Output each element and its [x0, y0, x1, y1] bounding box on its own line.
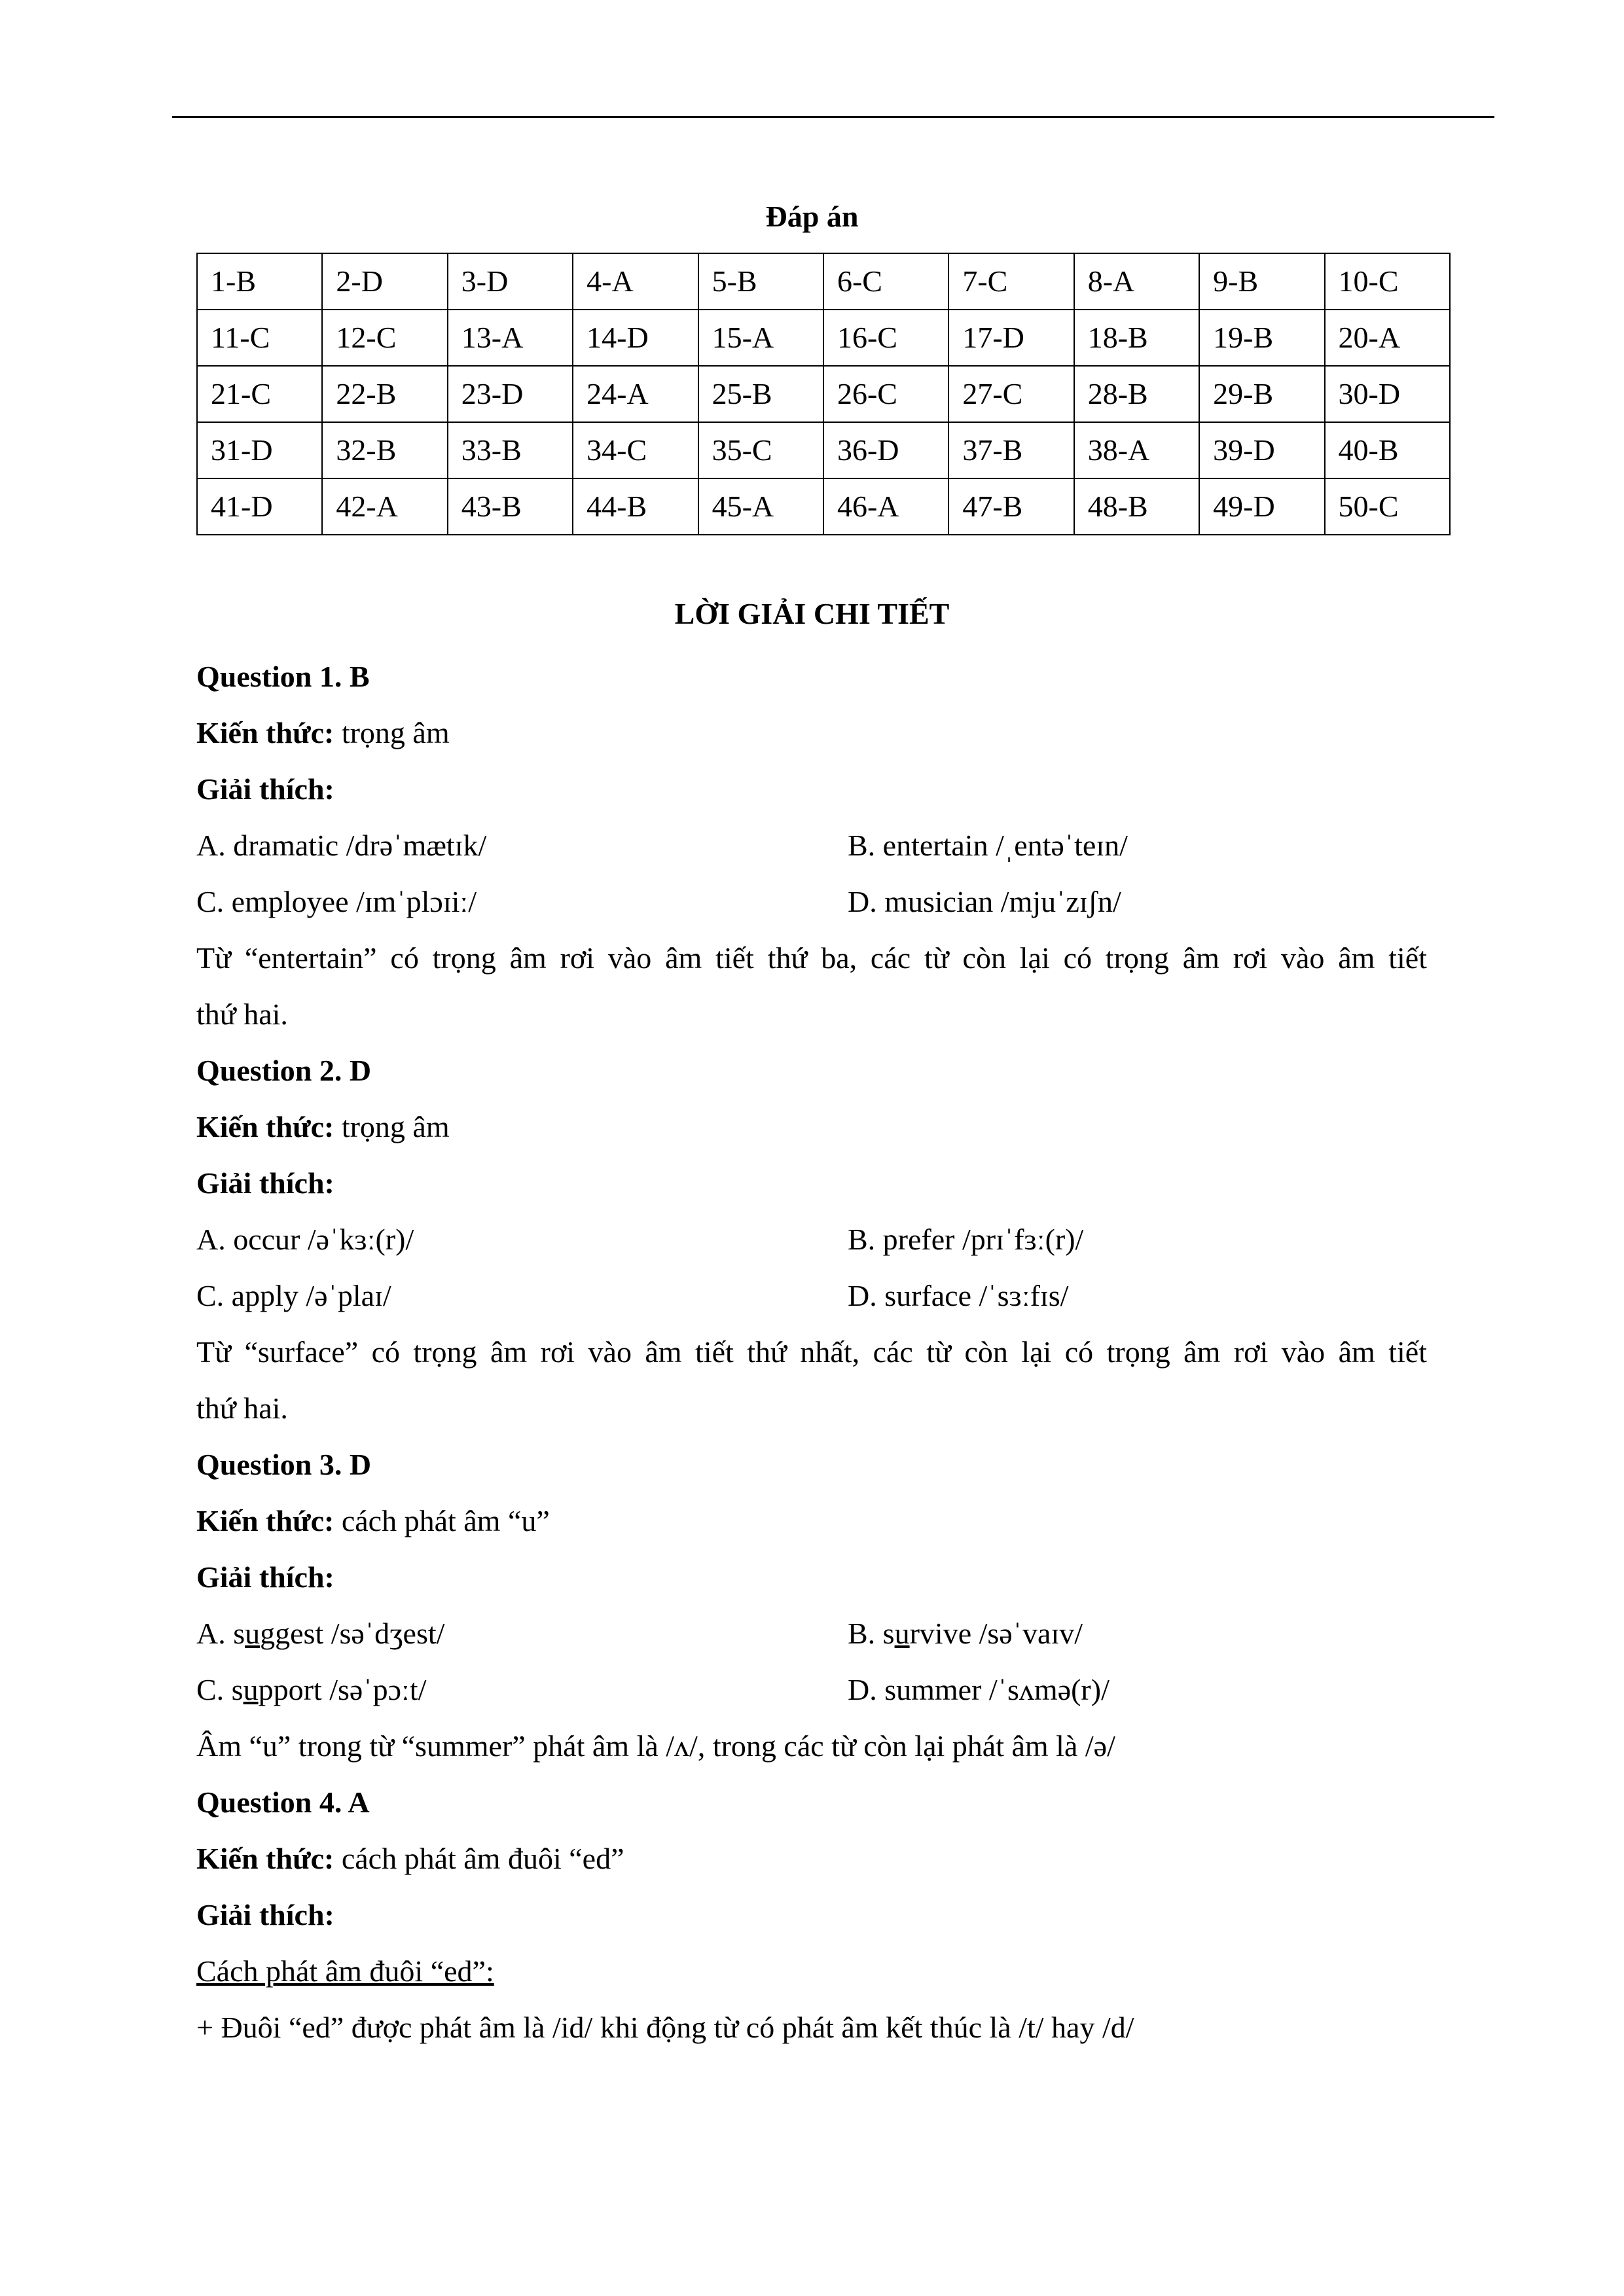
answer-cell: 34-C: [573, 422, 698, 478]
knowledge-label: Kiến thức:: [196, 1110, 334, 1143]
question-4-knowledge: [196, 1831, 1427, 1887]
answer-cell: 22-B: [322, 366, 447, 422]
question-1-note-line-2: thứ hai.: [196, 997, 288, 1031]
option-a-suffix: ggest /səˈdʒest/: [260, 1617, 445, 1650]
knowledge-value: cách phát âm đuôi “ed”: [341, 1842, 624, 1875]
question-2-note-line-1: Từ “surface” có trọng âm rơi vào âm tiết thứ nhất, các từ còn lại có trọng âm rơi vào âm tiết: [196, 1335, 1427, 1369]
answer-row: [197, 253, 1450, 310]
answer-cell: 49-D: [1199, 478, 1324, 535]
answer-cell: 43-B: [448, 478, 573, 535]
answer-cell: 16-C: [823, 310, 948, 366]
question-4-rule-1: + Đuôi “ed” được phát âm là /id/ khi động từ có phát âm kết thúc là /t/ hay /d/: [196, 2011, 1134, 2044]
answer-row: [197, 310, 1450, 366]
answer-cell: 39-D: [1199, 422, 1324, 478]
knowledge-label: Kiến thức:: [196, 716, 334, 749]
option-a-prefix: A. s: [196, 1617, 245, 1650]
answer-cell: 17-D: [948, 310, 1074, 366]
option-c: C. apply /əˈplaɪ/: [196, 1279, 391, 1312]
answer-cell: 41-D: [197, 478, 322, 535]
option-c-prefix: C. s: [196, 1673, 244, 1706]
answer-cell: 15-A: [698, 310, 823, 366]
answer-cell: 3-D: [448, 253, 573, 310]
answer-cell: 30-D: [1325, 366, 1450, 422]
answer-cell: 10-C: [1325, 253, 1450, 310]
answer-cell: 1-B: [197, 253, 322, 310]
answer-key-table: [196, 253, 1451, 535]
answer-cell: 11-C: [197, 310, 322, 366]
solutions-body: [196, 649, 1427, 2056]
question-3-knowledge: [196, 1493, 1427, 1549]
answer-cell: 32-B: [322, 422, 447, 478]
answer-cell: 31-D: [197, 422, 322, 478]
option-b: B. prefer /prɪˈfɜː(r)/: [848, 1223, 1084, 1256]
section-title: LỜI GIẢI CHI TIẾT: [674, 597, 950, 630]
question-1-knowledge: [196, 705, 1427, 761]
question-4-heading: Question 4. A: [196, 1785, 370, 1819]
answer-row: [197, 366, 1450, 422]
answer-cell: 26-C: [823, 366, 948, 422]
option-d: D. musician /mjuˈzɪʃn/: [848, 885, 1121, 918]
answer-cell: 33-B: [448, 422, 573, 478]
option-a-underlined-letter: u: [245, 1617, 261, 1650]
question-3-options-row-2: [196, 1662, 1427, 1718]
answer-cell: 36-D: [823, 422, 948, 478]
question-4-explanation-label: Giải thích:: [196, 1898, 334, 1931]
answer-cell: 40-B: [1325, 422, 1450, 478]
option-b: [848, 1605, 1083, 1662]
question-2-knowledge: [196, 1099, 1427, 1155]
knowledge-value: cách phát âm “u”: [341, 1504, 550, 1537]
answer-cell: 7-C: [948, 253, 1074, 310]
option-c-suffix: pport /səˈpɔːt/: [258, 1673, 427, 1706]
answer-cell: 6-C: [823, 253, 948, 310]
answer-row: [197, 478, 1450, 535]
answer-cell: 46-A: [823, 478, 948, 535]
answer-cell: 50-C: [1325, 478, 1450, 535]
answer-cell: 24-A: [573, 366, 698, 422]
option-c: [196, 1662, 426, 1718]
answer-cell: 37-B: [948, 422, 1074, 478]
question-3-explanation-label: Giải thích:: [196, 1560, 334, 1594]
answer-cell: 19-B: [1199, 310, 1324, 366]
knowledge-label: Kiến thức:: [196, 1842, 334, 1875]
answer-cell: 14-D: [573, 310, 698, 366]
option-b-prefix: B. s: [848, 1617, 895, 1650]
answer-cell: 25-B: [698, 366, 823, 422]
answer-cell: 5-B: [698, 253, 823, 310]
answer-cell: 13-A: [448, 310, 573, 366]
question-1-heading: Question 1. B: [196, 660, 370, 693]
option-a: A. dramatic /drəˈmætɪk/: [196, 829, 487, 862]
question-3-note: Âm “u” trong từ “summer” phát âm là /ʌ/, trong các từ còn lại phát âm là /ə/: [196, 1729, 1115, 1763]
answer-cell: 44-B: [573, 478, 698, 535]
answer-cell: 38-A: [1074, 422, 1199, 478]
question-2-options-row-1: [196, 1211, 1427, 1268]
answer-cell: 27-C: [948, 366, 1074, 422]
option-b-suffix: rvive /səˈvaɪv/: [909, 1617, 1083, 1650]
answer-cell: 47-B: [948, 478, 1074, 535]
question-2-options-row-2: [196, 1268, 1427, 1324]
answer-cell: 28-B: [1074, 366, 1199, 422]
option-a: A. occur /əˈkɜː(r)/: [196, 1223, 414, 1256]
header-rule: [172, 116, 1494, 118]
answer-cell: 29-B: [1199, 366, 1324, 422]
question-1-explanation-label: Giải thích:: [196, 772, 334, 806]
answer-cell: 12-C: [322, 310, 447, 366]
option-d: D. surface /ˈsɜːfɪs/: [848, 1279, 1069, 1312]
option-d: D. summer /ˈsʌmə(r)/: [848, 1673, 1110, 1706]
answer-cell: 45-A: [698, 478, 823, 535]
answer-cell: 42-A: [322, 478, 447, 535]
answer-cell: 8-A: [1074, 253, 1199, 310]
option-b-underlined-letter: u: [894, 1617, 910, 1650]
answer-key-title: Đáp án: [765, 200, 859, 233]
knowledge-value: trọng âm: [341, 1110, 450, 1143]
question-2-note-line-2: thứ hai.: [196, 1391, 288, 1425]
question-3-heading: Question 3. D: [196, 1448, 372, 1481]
answer-row: [197, 422, 1450, 478]
answer-cell: 18-B: [1074, 310, 1199, 366]
answer-cell: 21-C: [197, 366, 322, 422]
option-c: C. employee /ɪmˈplɔɪiː/: [196, 885, 477, 918]
question-2-explanation-label: Giải thích:: [196, 1166, 334, 1200]
question-1-options-row-1: [196, 817, 1427, 874]
answer-cell: 20-A: [1325, 310, 1450, 366]
question-4-rule-title: Cách phát âm đuôi “ed”:: [196, 1954, 494, 1988]
question-3-options-row-1: [196, 1605, 1427, 1662]
knowledge-value: trọng âm: [341, 716, 450, 749]
option-c-underlined-letter: u: [243, 1673, 259, 1706]
answer-cell: 48-B: [1074, 478, 1199, 535]
knowledge-label: Kiến thức:: [196, 1504, 334, 1537]
answer-cell: 35-C: [698, 422, 823, 478]
option-b: B. entertain /ˌentəˈteɪn/: [848, 829, 1128, 862]
question-1-options-row-2: [196, 874, 1427, 930]
answer-cell: 9-B: [1199, 253, 1324, 310]
answer-cell: 23-D: [448, 366, 573, 422]
answer-cell: 4-A: [573, 253, 698, 310]
option-a: [196, 1605, 444, 1662]
question-2-heading: Question 2. D: [196, 1054, 372, 1087]
question-1-note-line-1: Từ “entertain” có trọng âm rơi vào âm tiết thứ ba, các từ còn lại có trọng âm rơi vào âm tiết: [196, 941, 1427, 975]
answer-cell: 2-D: [322, 253, 447, 310]
